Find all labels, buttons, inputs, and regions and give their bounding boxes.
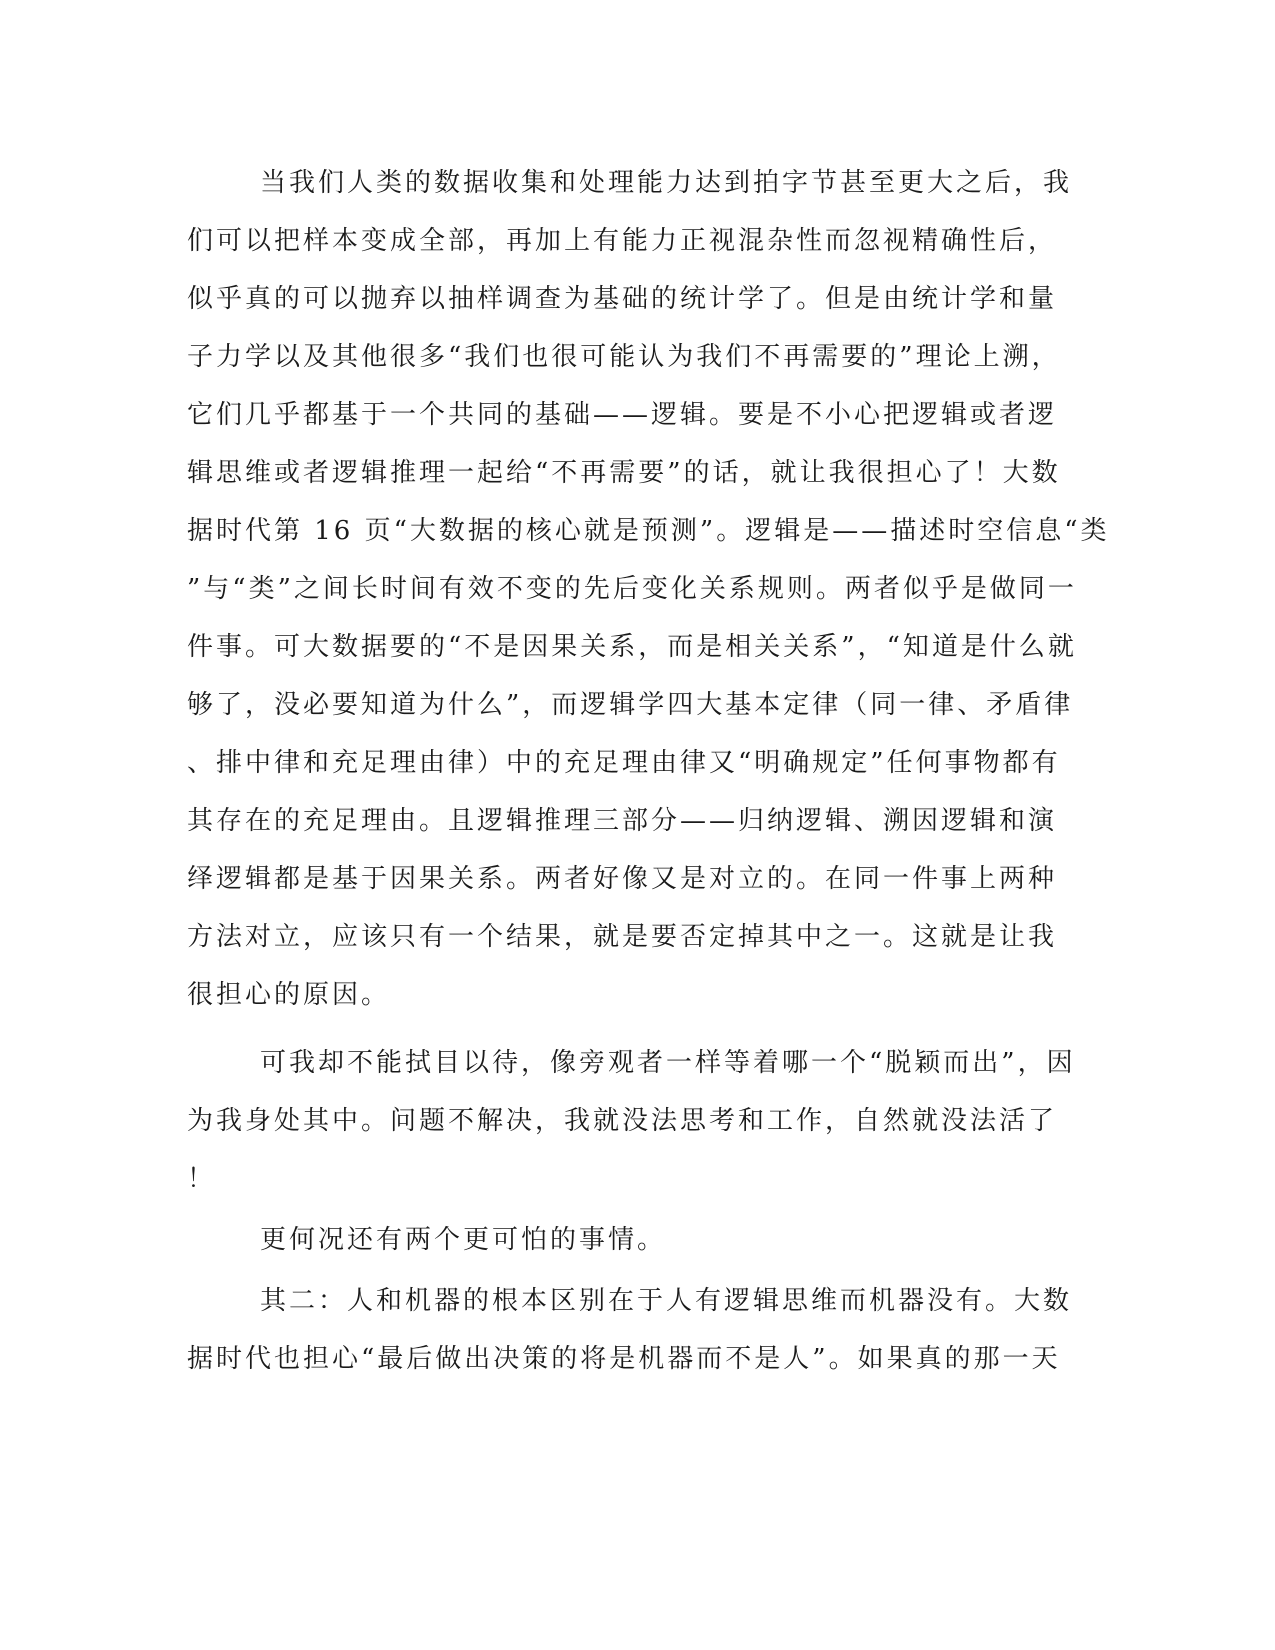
paragraph-line: 更何况还有两个更可怕的事情。 [260,1225,667,1255]
paragraph-line: 据时代第 16 页“大数据的核心就是预测”。逻辑是——描述时空信息“类 [187,516,1110,546]
paragraph-line: 、排中律和充足理由律）中的充足理由律又“明确规定”任何事物都有 [187,748,1061,778]
paragraph-line: ”与“类”之间长时间有效不变的先后变化关系规则。两者似乎是做同一 [187,574,1077,604]
paragraph-line: 其存在的充足理由。且逻辑推理三部分——归纳逻辑、溯因逻辑和演 [187,806,1058,836]
paragraph-line: 方法对立，应该只有一个结果，就是要否定掉其中之一。这就是让我 [187,922,1058,952]
paragraph-line: 其二：人和机器的根本区别在于人有逻辑思维而机器没有。大数 [260,1286,1073,1316]
paragraph-line: 绎逻辑都是基于因果关系。两者好像又是对立的。在同一件事上两种 [187,864,1058,894]
paragraph-line: 似乎真的可以抛弃以抽样调查为基础的统计学了。但是由统计学和量 [187,284,1058,314]
paragraph-line: 当我们人类的数据收集和处理能力达到拍字节甚至更大之后，我 [260,168,1073,198]
paragraph-line: 子力学以及其他很多“我们也很可能认为我们不再需要的”理论上溯， [187,342,1061,372]
paragraph-line: 据时代也担心“最后做出决策的将是机器而不是人”。如果真的那一天 [187,1344,1061,1374]
paragraph-line: 很担心的原因。 [187,980,391,1010]
paragraph-line: 辑思维或者逻辑推理一起给“不再需要”的话，就让我很担心了！大数 [187,458,1061,488]
paragraph-line: ！ [187,1164,217,1194]
paragraph-line: 为我身处其中。问题不解决，我就没法思考和工作，自然就没法活了 [187,1106,1058,1136]
paragraph-line: 够了，没必要知道为什么”，而逻辑学四大基本定律（同一律、矛盾律 [187,690,1074,720]
paragraph-line: 可我却不能拭目以待，像旁观者一样等着哪一个“脱颖而出”，因 [260,1048,1076,1078]
paragraph-line: 它们几乎都基于一个共同的基础——逻辑。要是不小心把逻辑或者逻 [187,400,1058,430]
paragraph-line: 们可以把样本变成全部，再加上有能力正视混杂性而忽视精确性后， [187,226,1058,256]
paragraph-line: 件事。可大数据要的“不是因果关系，而是相关关系”，“知道是什么就 [187,632,1077,662]
